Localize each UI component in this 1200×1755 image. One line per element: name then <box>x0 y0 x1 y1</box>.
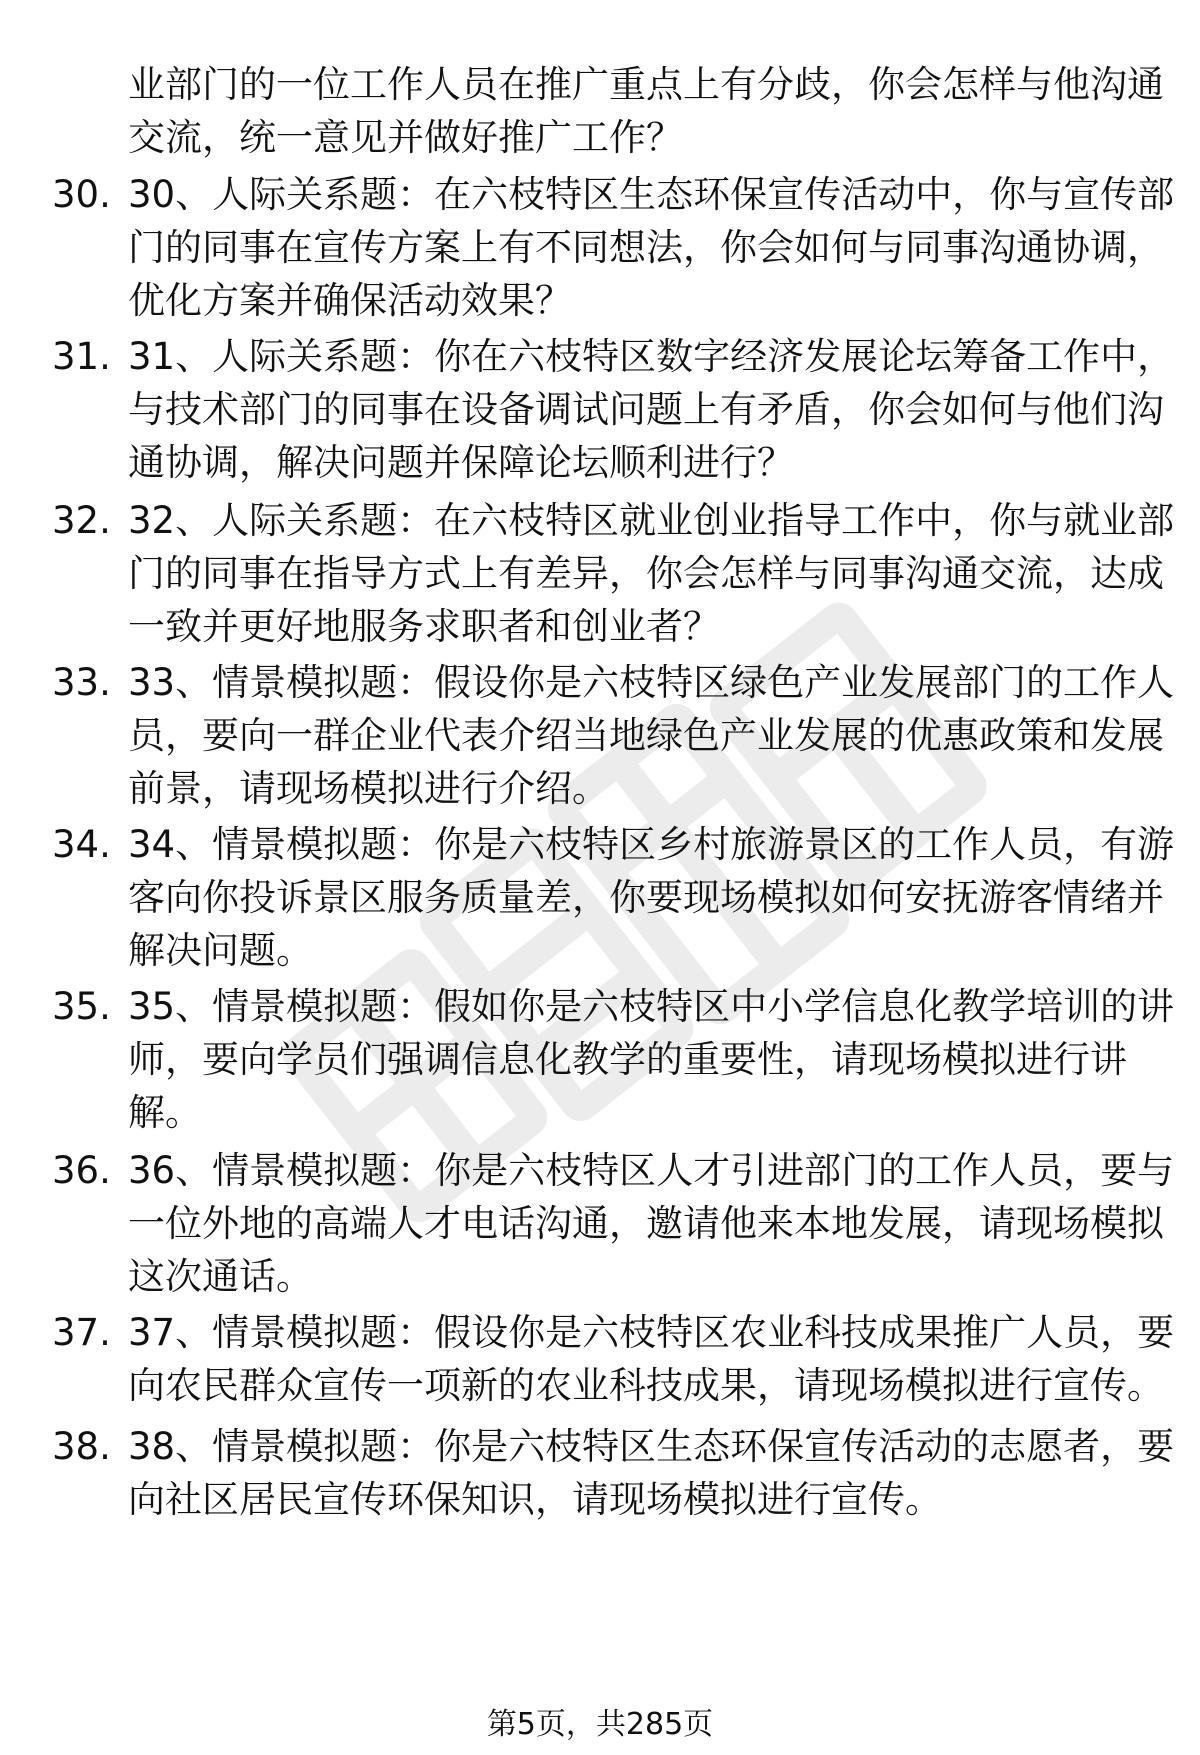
text-line: 门的同事在指导方式上有差异，你会怎样与同事沟通交流，达成 <box>128 552 1164 595</box>
list-item-text <box>128 494 1175 653</box>
list-item-number: 38. <box>52 1425 111 1468</box>
list-item-text <box>128 1420 1175 1526</box>
text-line: 33、情景模拟题：假设你是六枝特区绿色产业发展部门的工作人 <box>128 661 1175 704</box>
list-item-text <box>128 1306 1175 1412</box>
list-item-number: 31. <box>52 335 111 378</box>
list-item-number: 33. <box>52 661 111 704</box>
text-line: 一位外地的高端人才电话沟通，邀请他来本地发展，请现场模拟 <box>128 1202 1164 1245</box>
list-item-text <box>128 980 1175 1139</box>
text-line: 师，要向学员们强调信息化教学的重要性，请现场模拟进行讲 <box>128 1038 1127 1081</box>
list-item-number: 32. <box>52 499 111 542</box>
text-line: 向社区居民宣传环保知识，请现场模拟进行宣传。 <box>128 1478 942 1521</box>
list-item-number: 35. <box>52 985 111 1028</box>
list-item-number: 37. <box>52 1311 111 1354</box>
text-line: 员，要向一群企业代表介绍当地绿色产业发展的优惠政策和发展 <box>128 714 1164 757</box>
text-line: 向农民群众宣传一项新的农业科技成果，请现场模拟进行宣传。 <box>128 1364 1164 1407</box>
text-line: 解决问题。 <box>128 929 313 972</box>
text-line: 30、人际关系题：在六枝特区生态环保宣传活动中，你与宣传部 <box>128 173 1175 216</box>
text-line: 业部门的一位工作人员在推广重点上有分歧，你会怎样与他沟通 <box>128 63 1164 106</box>
text-line: 31、人际关系题：你在六枝特区数字经济发展论坛筹备工作中， <box>128 335 1175 378</box>
text-line: 36、情景模拟题：你是六枝特区人才引进部门的工作人员，要与 <box>128 1149 1175 1192</box>
text-line: 优化方案并确保活动效果？ <box>128 279 572 322</box>
text-line: 38、情景模拟题：你是六枝特区生态环保宣传活动的志愿者，要 <box>128 1425 1175 1468</box>
list-item-number: 36. <box>52 1149 111 1192</box>
text-line: 交流，统一意见并做好推广工作？ <box>128 116 683 159</box>
continuation-text <box>128 58 1164 164</box>
text-line: 一致并更好地服务求职者和创业者？ <box>128 605 720 648</box>
text-line: 37、情景模拟题：假设你是六枝特区农业科技成果推广人员，要 <box>128 1311 1175 1354</box>
text-line: 与技术部门的同事在设备调试问题上有矛盾，你会如何与他们沟 <box>128 388 1164 431</box>
text-line: 前景，请现场模拟进行介绍。 <box>128 767 609 810</box>
list-item-text <box>128 1144 1175 1303</box>
page-number-footer: 第5页，共285页 <box>486 1707 714 1742</box>
text-line: 34、情景模拟题：你是六枝特区乡村旅游景区的工作人员，有游 <box>128 823 1175 866</box>
text-line: 35、情景模拟题：假如你是六枝特区中小学信息化教学培训的讲 <box>128 985 1175 1028</box>
list-item-number: 30. <box>52 173 111 216</box>
text-line: 通协调，解决问题并保障论坛顺利进行？ <box>128 441 794 484</box>
list-item-text <box>128 818 1175 977</box>
text-line: 门的同事在宣传方案上有不同想法，你会如何与同事沟通协调， <box>128 226 1164 269</box>
list-item-text <box>128 656 1175 815</box>
text-line: 解。 <box>128 1091 202 1134</box>
list-item-text <box>128 168 1175 327</box>
text-line: 这次通话。 <box>128 1255 313 1298</box>
list-item-text <box>128 330 1175 489</box>
text-line: 客向你投诉景区服务质量差，你要现场模拟如何安抚游客情绪并 <box>128 876 1164 919</box>
text-line: 32、人际关系题：在六枝特区就业创业指导工作中，你与就业部 <box>128 499 1175 542</box>
list-item-number: 34. <box>52 823 111 866</box>
